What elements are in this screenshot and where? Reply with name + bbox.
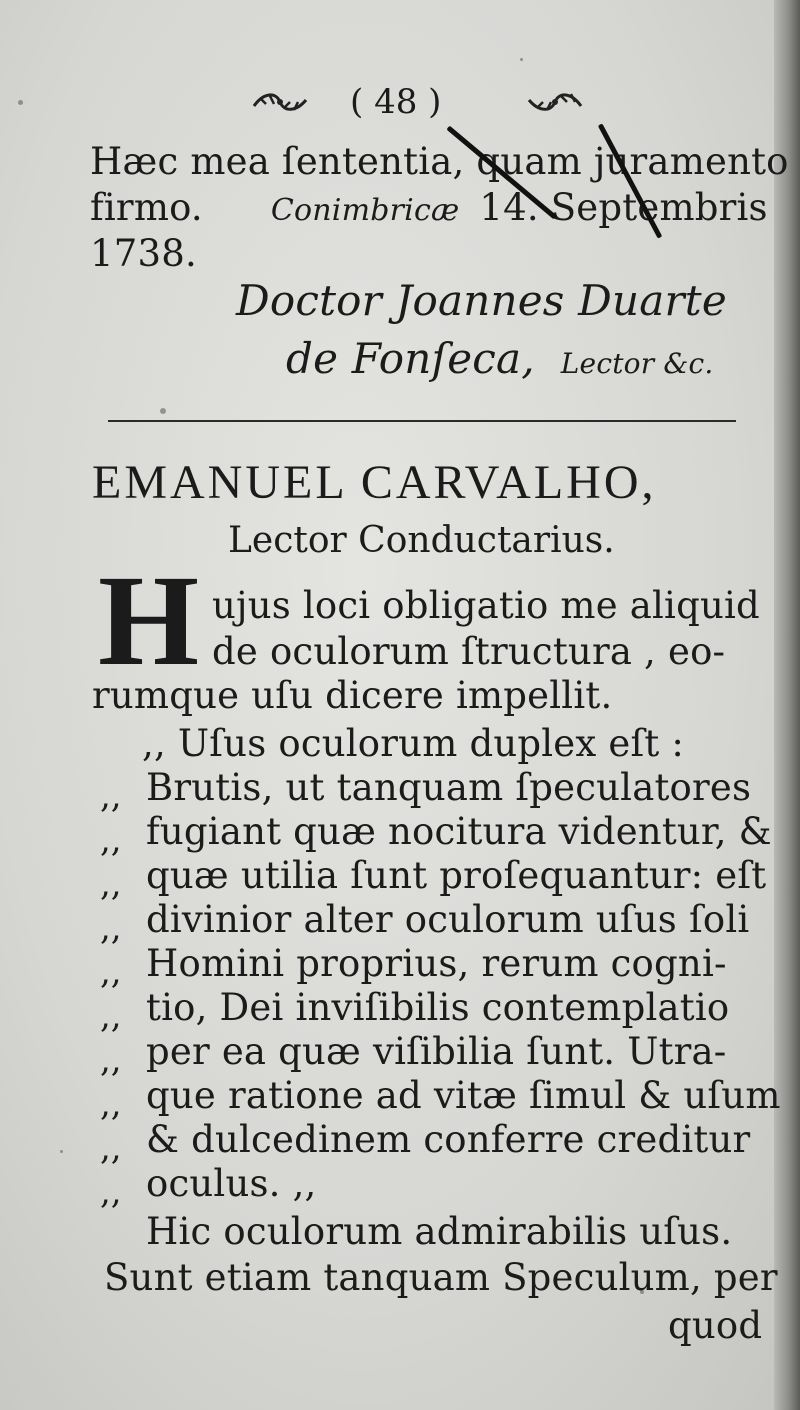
catchword: quod	[668, 1304, 763, 1347]
running-head	[250, 82, 590, 128]
paper-speck	[520, 58, 523, 61]
quote-line-6: Homini proprius, rerum cogni-	[146, 942, 727, 985]
quote-line-11: oculus. ,,	[146, 1162, 317, 1205]
section-title: EMANUEL CARVALHO,	[92, 456, 657, 509]
quote-line-2: Brutis, ut tanquam ſpeculatores	[146, 766, 752, 809]
quote-line-10: & dulcedinem conferre creditur	[146, 1118, 751, 1161]
approval-place: Conimbricæ	[270, 193, 460, 228]
paper-speck	[18, 100, 23, 105]
quote-line-1: ,, Uſus oculorum duplex eſt :	[142, 722, 685, 765]
quote-line-8: per ea quæ viſibilia ſunt. Utra-	[146, 1030, 727, 1073]
approval-year: 1738.	[90, 232, 197, 275]
section-subtitle: Lector Conductarius.	[228, 520, 615, 561]
body-line-1: ujus loci obligatio me aliquid	[212, 584, 760, 627]
approval-line-1: Hæc mea ſententia, quam juramento	[90, 140, 789, 183]
quote-line-4: quæ utilia ſunt proſequantur: eſt	[146, 854, 767, 897]
quote-mark: ,,	[100, 1172, 122, 1212]
quote-mark: ,,	[100, 1040, 122, 1080]
quote-mark: ,,	[100, 952, 122, 992]
signature-name: de Fonſeca,	[286, 334, 535, 383]
paper-speck	[160, 408, 166, 414]
quote-line-5: divinior alter oculorum uſus ſoli	[146, 898, 750, 941]
approval-firmo: firmo.	[90, 186, 203, 229]
page-number: ( 48 )	[350, 82, 442, 122]
fleuron-ornament-icon	[250, 88, 310, 118]
quote-mark: ,,	[100, 864, 122, 904]
quote-mark: ,,	[100, 1128, 122, 1168]
quote-line-7: tio, Dei inviſibilis contemplatio	[146, 986, 730, 1029]
quote-mark: ,,	[100, 1084, 122, 1124]
body-line-3: rumque uſu dicere impellit.	[92, 674, 613, 717]
signature-line-1: Doctor Joannes Duarte	[236, 276, 727, 325]
page-gutter	[774, 0, 800, 1410]
signature-line-2	[286, 334, 714, 383]
quote-line-3: fugiant quæ nocitura videntur, &	[146, 810, 772, 853]
body-line-2: de oculorum ſtructura , eo-	[212, 630, 726, 673]
quote-mark: ,,	[100, 996, 122, 1036]
quote-mark: ,,	[100, 820, 122, 860]
quote-mark: ,,	[100, 776, 122, 816]
quote-line-9: que ratione ad vitæ ſimul & uſum	[146, 1074, 781, 1117]
quote-mark: ,,	[100, 908, 122, 948]
paragraph-2-line-2: Sunt etiam tanquam Speculum, per	[104, 1256, 778, 1299]
approval-line-2	[90, 186, 768, 229]
section-divider	[108, 420, 736, 422]
signature-title: Lector &c.	[560, 347, 714, 380]
fleuron-ornament-icon	[525, 88, 585, 118]
approval-date: 14. Septembris	[479, 186, 768, 229]
paragraph-2-line-1: Hic oculorum admirabilis uſus.	[146, 1210, 733, 1253]
drop-cap: H	[98, 549, 200, 693]
paper-speck	[60, 1150, 63, 1153]
